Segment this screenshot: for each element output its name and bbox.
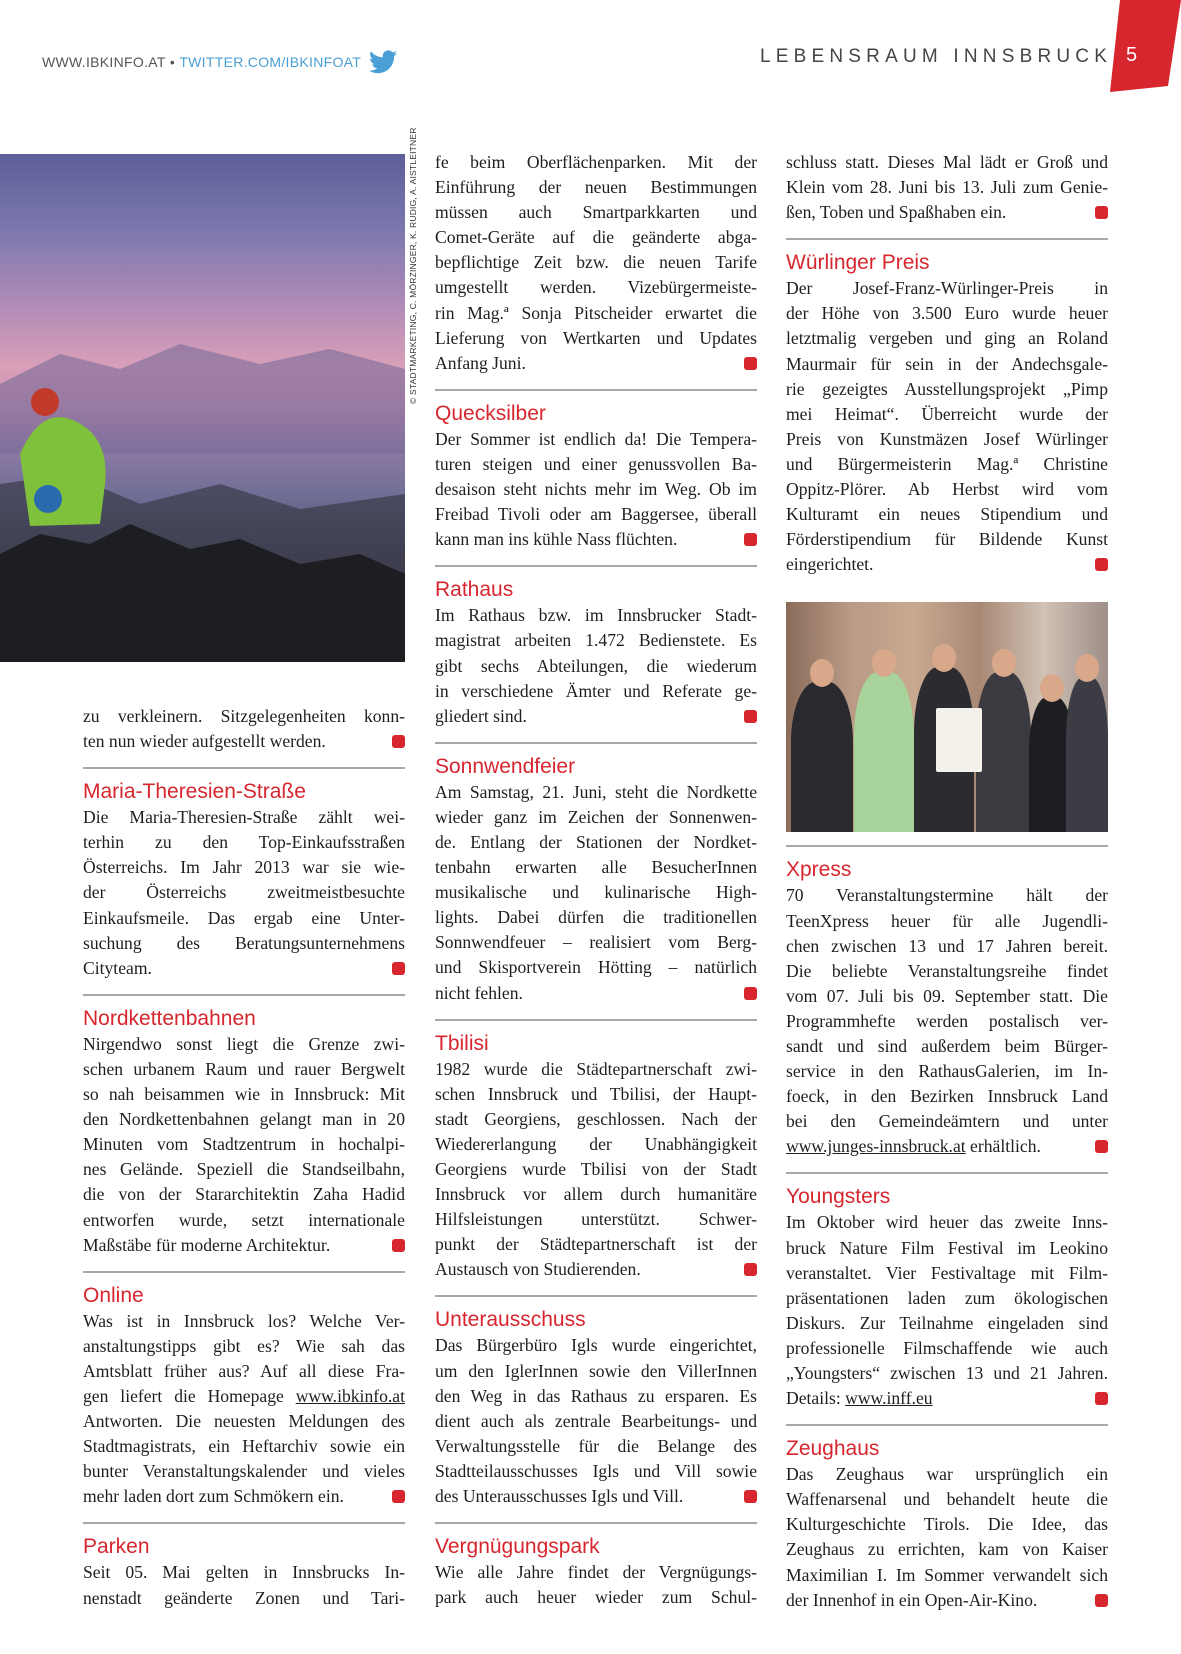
article-heading: Nordkettenbahnen [83, 1006, 256, 1030]
photo-credit-text: © STADTMARKETING, C. MÖRZINGER, K. RUDIG, A. AISTLEITNER [408, 127, 418, 404]
text-line: der Österreichs zweitmeistbesuchte [83, 882, 405, 903]
text-line: mei Heimat“. Überreicht wurde der [786, 403, 1108, 424]
text-line: terhin zu den Top-Einkaufsstraßen [83, 832, 405, 853]
end-mark-icon [744, 357, 757, 370]
text-line: ßen, Toben und Spaßhaben ein. [786, 200, 1108, 225]
photo-credit [408, 127, 422, 404]
text-line: gliedert sind. [435, 704, 757, 729]
article [435, 565, 757, 728]
text-line: tenbahn erwarten alle BesucherInnen [435, 857, 757, 878]
text-line: www.junges-innsbruck.at erhältlich. [786, 1134, 1108, 1159]
divider [786, 845, 1108, 847]
separator: • [165, 54, 180, 70]
text-line: Innsbruck vor allem durch humanitäre [435, 1184, 757, 1205]
article-heading: Quecksilber [435, 401, 546, 425]
article [786, 150, 1108, 225]
text-line: rie gezeigtes Ausstellungsprojekt „Pimp [786, 378, 1108, 399]
text-line: musikalische und kulinarische High- [435, 882, 757, 903]
text-line: Antworten. Die neuesten Meldungen des [83, 1411, 405, 1432]
text-line: dient auch als zentrale Bearbeitungs- und [435, 1410, 757, 1431]
text-line: bei den Gemeindeämtern und unter [786, 1111, 1108, 1132]
end-mark-icon [392, 735, 405, 748]
text-line: Förderstipendium für Bildende Kunst [786, 529, 1108, 550]
text-line: rin Mag.ª Sonja Pitscheider erwartet die [435, 302, 757, 323]
text-line: nicht fehlen. [435, 981, 757, 1006]
text-line: in verschiedene Ämter und Referate ge- [435, 680, 757, 701]
divider [786, 238, 1108, 240]
end-mark-icon [1095, 1392, 1108, 1405]
text-line: 1982 wurde die Städtepartnerschaft zwi- [435, 1058, 757, 1079]
text-line: letztmalig vergeben und ging an Roland [786, 328, 1108, 349]
person [976, 672, 1031, 832]
text-line: Stadtteilausschusses Igls und Vill sowie [435, 1460, 757, 1481]
text-line: Minuten vom Stadtzentrum in hochalpi- [83, 1134, 405, 1155]
text-line: professionelle Filmschaffende wie auch [786, 1337, 1108, 1358]
end-mark-icon [744, 533, 757, 546]
divider [435, 565, 757, 567]
text-line: Cityteam. [83, 956, 405, 981]
certificate [936, 708, 982, 772]
end-mark-icon [392, 1490, 405, 1503]
text-line: Seit 05. Mai gelten in Innsbrucks In- [83, 1562, 405, 1583]
text-line: Einführung der neuen Bestimmungen [435, 177, 757, 198]
article-heading: Youngsters [786, 1185, 891, 1209]
page-tab [1100, 0, 1181, 92]
divider [83, 1522, 405, 1524]
text-line: gibt sechs Abteilungen, die wiederum [435, 655, 757, 676]
article-heading: Xpress [786, 858, 852, 882]
text-line: Wie alle Jahre findet der Vergnügungs- [435, 1562, 757, 1583]
text-line: vom 07. Juli bis 09. September statt. Die [786, 985, 1108, 1006]
end-mark-icon [744, 710, 757, 723]
text-line: nes Gelände. Speziell die Standseilbahn, [83, 1159, 405, 1180]
text-line: Amtsblatt früher aus? Auf all diese Fra- [83, 1360, 405, 1381]
article [786, 238, 1108, 832]
column-1 [83, 704, 405, 1611]
text-line: 70 Veranstaltungstermine hält der [786, 885, 1108, 906]
text-line: gen liefert die Homepage www.ibkinfo.at [83, 1385, 405, 1406]
article-heading: Sonnwendfeier [435, 754, 576, 778]
end-mark-icon [1095, 1140, 1108, 1153]
link[interactable]: www.junges-innsbruck.at [786, 1136, 966, 1157]
article [435, 389, 757, 552]
text-line: zu verkleinern. Sitzgelegenheiten konn- [83, 706, 405, 726]
article [786, 1172, 1108, 1411]
text-line: de. Entlang der Stationen der Nordket- [435, 831, 757, 852]
text-line: park auch heuer wieder zum Schul- [435, 1587, 757, 1608]
text-line: ten nun wieder aufgestellt werden. [83, 729, 405, 754]
text-line: die von der Stararchitektin Zaha Hadid [83, 1184, 405, 1205]
text-line: Freibad Tivoli oder am Baggersee, überall [435, 504, 757, 525]
text-line: Kulturamt ein neues Stipendium und [786, 504, 1108, 525]
text-line: Comet-Geräte auf die geänderte abga- [435, 227, 757, 248]
text-line: punkt der Städtepartnerschaft ist der [435, 1234, 757, 1255]
text-line: müssen auch Smartparkkarten und [435, 202, 757, 223]
divider [435, 1019, 757, 1021]
article [786, 845, 1108, 1159]
text-line: Die Maria-Theresien-Straße zählt wei- [83, 807, 405, 828]
text-line: fe beim Oberflächenparken. Mit der [435, 152, 757, 172]
text-line: suchung des Beratungsunternehmens [83, 932, 405, 953]
text-line: den Weg in das Rathaus zu ersparen. Es [435, 1385, 757, 1406]
text-line: schen urbanem Raum und rauer Bergwelt [83, 1058, 405, 1079]
person [1066, 677, 1108, 832]
text-line: Preis von Kunstmäzen Josef Würlinger [786, 428, 1108, 449]
article-heading: Würlinger Preis [786, 251, 930, 275]
award-group-photo [786, 602, 1108, 832]
text-line: Maßstäbe für moderne Architektur. [83, 1233, 405, 1258]
text-line: Stadtmagistrats, ein Heftarchiv sowie ein [83, 1436, 405, 1457]
section-title: LEBENSRAUM INNSBRUCK [760, 46, 1113, 67]
text-line: chen zwischen 13 und 17 Jahren bereit. [786, 935, 1108, 956]
text-line: anstaltungstipps gibt es? Wie sah das [83, 1335, 405, 1356]
link[interactable]: www.ibkinfo.at [295, 1385, 405, 1406]
twitter-bird-icon [369, 50, 397, 74]
twitter-link[interactable]: TWITTER.COM/IBKINFOAT [179, 54, 362, 70]
text-line: um den IglerInnen sowie den VillerInnen [435, 1360, 757, 1381]
face [992, 649, 1016, 677]
text-line: foeck, in den Bezirken Innsbruck Land [786, 1086, 1108, 1107]
text-line: Die beliebte Veranstaltungsreihe findet [786, 960, 1108, 981]
text-line: Am Samstag, 21. Juni, steht die Nordkette [435, 781, 757, 802]
article-heading: Zeughaus [786, 1437, 880, 1461]
text-line: Das Zeughaus war ursprünglich ein [786, 1464, 1108, 1485]
text-line: Oppitz-Plörer. Ab Herbst wird vom [786, 479, 1108, 500]
divider [435, 1522, 757, 1524]
text-line: bruck Nature Film Festival im Leokino [786, 1237, 1108, 1258]
end-mark-icon [1095, 206, 1108, 219]
article-heading: Online [83, 1283, 144, 1307]
text-line: schluss statt. Dieses Mal lädt er Groß und [786, 152, 1108, 172]
end-mark-icon [1095, 558, 1108, 571]
text-line: nenstadt geänderte Zonen und Tari- [83, 1587, 405, 1608]
column-2 [435, 150, 757, 1610]
text-line: Wiedererlangung der Unabhängigkeit [435, 1133, 757, 1154]
text-line: Programmhefte werden postalisch ver- [786, 1010, 1108, 1031]
column-3 [786, 150, 1108, 1613]
article [435, 1295, 757, 1509]
end-mark-icon [1095, 1594, 1108, 1607]
article [435, 742, 757, 1006]
article-heading: Vergnügungspark [435, 1535, 600, 1559]
text-line: der Innenhof in ein Open-Air-Kino. [786, 1588, 1108, 1613]
text-line: Zeughaus zu errichten, kam von Kaiser [786, 1539, 1108, 1560]
text-line: Klein vom 28. Juni bis 13. Juli zum Genie- [786, 177, 1108, 198]
text-line: Was ist in Innsbruck los? Welche Ver- [83, 1310, 405, 1331]
text-line: präsentationen laden zum ökologischen [786, 1287, 1108, 1308]
text-line: der Höhe von 3.500 Euro wurde heuer [786, 303, 1108, 324]
text-line: kann man ins kühle Nass flüchten. [435, 527, 757, 552]
text-line: Diskurs. Zur Teilnahme eingeladen sind [786, 1312, 1108, 1333]
text-line: Lieferung von Wertkarten und Updates [435, 327, 757, 348]
article-heading: Tbilisi [435, 1031, 489, 1055]
divider [83, 767, 405, 769]
text-line: so nah beisammen wie in Innsbruck: Mit [83, 1084, 405, 1105]
text-line: Österreichs. Im Jahr 2013 war sie wie- [83, 857, 405, 878]
text-line: und Skisportverein Hötting – natürlich [435, 957, 757, 978]
end-mark-icon [744, 1263, 757, 1276]
text-line: Kulturgeschichte Tirols. Die Idee, das [786, 1514, 1108, 1535]
article-heading: Maria-Theresien-Straße [83, 780, 306, 804]
text-line: Georgiens wurde Tbilisi von der Stadt [435, 1159, 757, 1179]
article [786, 1424, 1108, 1613]
article-heading: Rathaus [435, 578, 514, 602]
text-line: wieder ganz im Zeichen der Sonnenwen- [435, 806, 757, 827]
divider [435, 389, 757, 391]
divider [435, 742, 757, 744]
text-line: Maximilian I. Im Sommer verwandelt sich [786, 1564, 1108, 1585]
text-line: Maurmair für sein in der Andechsgale- [786, 353, 1108, 374]
text-line: Im Rathaus bzw. im Innsbrucker Stadt- [435, 605, 757, 626]
text-line: TeenXpress heuer für alle Jugendli- [786, 910, 1108, 931]
face [1040, 674, 1064, 702]
text-line: Der Sommer ist endlich da! Die Tempera- [435, 428, 757, 449]
text-line: Waffenarsenal und behandelt heute die [786, 1489, 1108, 1510]
mountain-sunset-photo [0, 154, 405, 662]
article [83, 994, 405, 1258]
end-mark-icon [392, 1239, 405, 1252]
text-line: des Unterausschusses Igls und Vill. [435, 1484, 757, 1509]
text-line: Im Oktober wird heuer das zweite Inns- [786, 1212, 1108, 1233]
text-line: Hilfsleistungen unterstützt. Schwer- [435, 1209, 757, 1230]
text-line: Nirgendwo sonst liegt die Grenze zwi- [83, 1033, 405, 1054]
text-line: „Youngsters“ zwischen 13 und 21 Jahren. [786, 1363, 1108, 1383]
text-line: entworfen wurde, setzt internationale [83, 1209, 405, 1230]
divider [786, 1424, 1108, 1426]
text-line: Details: www.inff.eu [786, 1386, 1108, 1411]
end-mark-icon [744, 987, 757, 1000]
link[interactable]: www.inff.eu [845, 1388, 933, 1409]
text-line: Einkaufsmeile. Das ergab eine Unter- [83, 907, 405, 928]
divider [786, 1172, 1108, 1174]
text-line: magistrat arbeiten 1.472 Bedienstete. Es [435, 630, 757, 651]
article [435, 150, 757, 376]
text-line: service in den RathausGalerien, im In- [786, 1061, 1108, 1082]
text-line: bunter Veranstaltungskalender und vieles [83, 1461, 405, 1482]
article [435, 1019, 757, 1283]
text-line: umgestellt werden. Vizebürgermeiste- [435, 277, 757, 298]
text-line: Der Josef-Franz-Würlinger-Preis in [786, 278, 1108, 299]
text-line: den Nordkettenbahnen gelangt man in 20 [83, 1109, 405, 1130]
person [854, 672, 914, 832]
text-line: Das Bürgerbüro Igls wurde eingerichtet, [435, 1335, 757, 1356]
divider [435, 1295, 757, 1297]
text-line: sandt und sind außerdem beim Bürger- [786, 1035, 1108, 1056]
divider [83, 994, 405, 996]
text-line: Austausch von Studierenden. [435, 1257, 757, 1282]
text-line: Sonnwendfeuer – realisiert vom Berg- [435, 932, 757, 953]
text-line: veranstaltet. Vier Festivaltage mit Film- [786, 1262, 1108, 1283]
text-line: mehr laden dort zum Schmökern ein. [83, 1484, 405, 1509]
text-line: Verwaltungsstelle für die Belange des [435, 1435, 757, 1456]
article [83, 767, 405, 981]
text-line: stadt Georgiens, geschlossen. Nach der [435, 1108, 757, 1129]
article [83, 1271, 405, 1510]
page-number: 5 [1126, 44, 1138, 66]
end-mark-icon [744, 1490, 757, 1503]
text-line: turen steigen und einer genussvollen Ba- [435, 453, 757, 474]
text-line: schen Innsbruck und Tbilisi, der Haupt- [435, 1083, 757, 1104]
text-line: desaison steht nichts mehr im Weg. Ob im [435, 479, 757, 500]
website-link[interactable]: WWW.IBKINFO.AT [42, 54, 166, 70]
person [791, 682, 853, 832]
divider [83, 1271, 405, 1273]
article-heading: Unterausschuss [435, 1308, 586, 1332]
article-heading: Parken [83, 1535, 150, 1559]
text-line: Anfang Juni. [435, 351, 757, 376]
text-line: bepflichtige Zeit bzw. die neuen Tarife [435, 252, 757, 273]
text-line: und Bürgermeisterin Mag.ª Christine [786, 453, 1108, 474]
text-line: eingerichtet. [786, 552, 1108, 577]
article [83, 1522, 405, 1610]
article [435, 1522, 757, 1610]
end-mark-icon [392, 962, 405, 975]
text-line: lights. Dabei dürfen die traditionellen [435, 907, 757, 928]
article [83, 704, 405, 754]
header-links [42, 50, 397, 74]
